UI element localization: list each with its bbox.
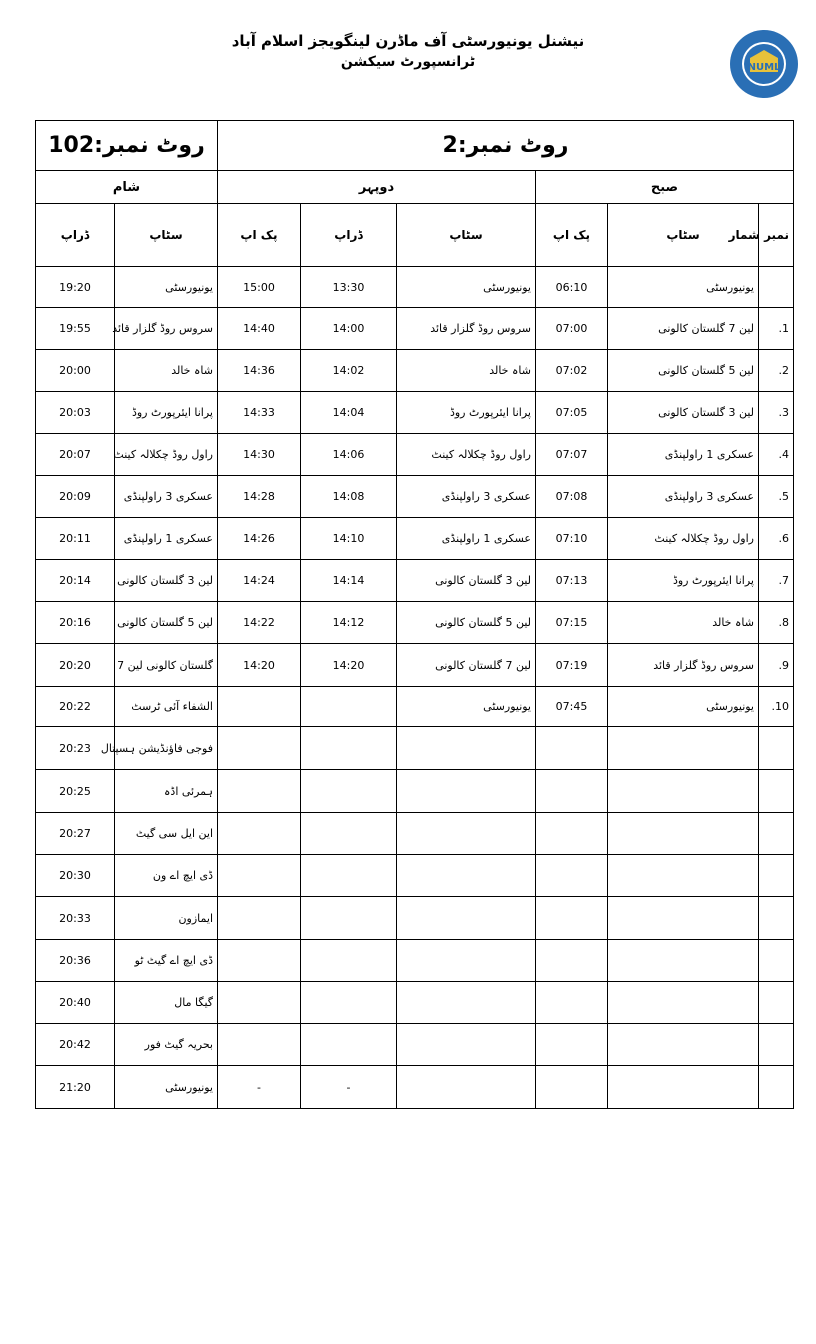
period-header-row — [36, 171, 794, 204]
morning-pickup-cell — [536, 855, 608, 897]
noon-drop-cell — [301, 897, 397, 940]
university-logo — [728, 28, 800, 100]
evening-stop-header: سٹاپ — [115, 204, 218, 267]
noon-drop-cell: 14:08 — [301, 476, 397, 518]
university-title: نیشنل یونیورسٹی آف ماڈرن لینگویجز اسلام آباد — [231, 32, 585, 50]
morning-stop-cell: عسکری 1 راولپنڈی — [608, 434, 759, 476]
evening-stop-cell: یونیورسٹی — [115, 267, 218, 308]
table-row — [36, 434, 794, 476]
evening-drop-cell: 20:14 — [36, 560, 115, 602]
noon-drop-cell: 14:12 — [301, 602, 397, 644]
evening-stop-cell: پرانا ایئرپورٹ روڈ — [115, 392, 218, 434]
evening-drop-cell: 21:20 — [36, 1066, 115, 1109]
morning-pickup-cell — [536, 813, 608, 855]
serial-cell: 1. — [759, 308, 794, 350]
morning-stop-cell — [608, 940, 759, 982]
noon-stop-cell — [397, 855, 536, 897]
evening-stop-cell: الشفاء آئی ٹرسٹ — [115, 687, 218, 727]
morning-stop-cell: لین 5 گلستان کالونی — [608, 350, 759, 392]
evening-stop-cell: عسکری 3 راولپنڈی — [115, 476, 218, 518]
evening-drop-cell: 20:20 — [36, 644, 115, 687]
table-row — [36, 267, 794, 308]
evening-stop-cell: ڈی ایچ اے ون — [115, 855, 218, 897]
noon-pickup-cell — [218, 813, 301, 855]
svg-text:NUML: NUML — [747, 62, 781, 73]
evening-drop-cell: 20:42 — [36, 1024, 115, 1066]
noon-drop-cell: 14:06 — [301, 434, 397, 476]
noon-pickup-cell — [218, 897, 301, 940]
route-timetable — [35, 120, 794, 1109]
noon-drop-cell: - — [301, 1066, 397, 1109]
noon-stop-cell: لین 3 گلستان کالونی — [397, 560, 536, 602]
evening-drop-cell: 20:09 — [36, 476, 115, 518]
morning-pickup-cell: 07:00 — [536, 308, 608, 350]
serial-cell: 2. — [759, 350, 794, 392]
morning-stop-cell: لین 3 گلستان کالونی — [608, 392, 759, 434]
morning-stop-cell: پرانا ایئرپورٹ روڈ — [608, 560, 759, 602]
serial-cell: 4. — [759, 434, 794, 476]
route-2-title: روٹ نمبر:2 — [218, 121, 794, 171]
evening-drop-cell: 20:36 — [36, 940, 115, 982]
noon-pickup-cell: 14:30 — [218, 434, 301, 476]
evening-stop-cell: گلستان کالونی لین 7 — [115, 644, 218, 687]
noon-stop-cell — [397, 982, 536, 1024]
evening-stop-cell: لین 5 گلستان کالونی — [115, 602, 218, 644]
noon-stop-cell — [397, 770, 536, 813]
morning-pickup-cell: 07:02 — [536, 350, 608, 392]
serial-cell: 10. — [759, 687, 794, 727]
serial-cell — [759, 940, 794, 982]
morning-pickup-cell: 07:05 — [536, 392, 608, 434]
serial-cell: 8. — [759, 602, 794, 644]
morning-pickup-cell — [536, 1024, 608, 1066]
morning-pickup-cell: 07:19 — [536, 644, 608, 687]
noon-pickup-cell — [218, 855, 301, 897]
morning-pickup-cell: 07:45 — [536, 687, 608, 727]
noon-stop-cell — [397, 813, 536, 855]
morning-stop-cell: شاہ خالد — [608, 602, 759, 644]
noon-drop-cell: 14:04 — [301, 392, 397, 434]
serial-cell: 7. — [759, 560, 794, 602]
serial-cell — [759, 897, 794, 940]
noon-pickup-cell — [218, 770, 301, 813]
morning-pickup-header: پک اپ — [536, 204, 608, 267]
morning-pickup-cell — [536, 770, 608, 813]
serial-cell — [759, 1066, 794, 1109]
serial-cell — [759, 982, 794, 1024]
evening-drop-cell: 20:16 — [36, 602, 115, 644]
noon-pickup-cell — [218, 982, 301, 1024]
noon-pickup-cell: 14:36 — [218, 350, 301, 392]
evening-drop-header: ڈراپ — [36, 204, 115, 267]
serial-cell — [759, 267, 794, 308]
serial-cell: 6. — [759, 518, 794, 560]
evening-drop-cell: 19:55 — [36, 308, 115, 350]
noon-drop-cell — [301, 1024, 397, 1066]
evening-drop-cell: 20:03 — [36, 392, 115, 434]
noon-stop-cell: لین 5 گلستان کالونی — [397, 602, 536, 644]
noon-drop-cell: 14:20 — [301, 644, 397, 687]
noon-stop-cell — [397, 940, 536, 982]
morning-stop-cell — [608, 982, 759, 1024]
noon-pickup-cell — [218, 1024, 301, 1066]
document-header — [0, 30, 816, 72]
evening-drop-cell: 20:33 — [36, 897, 115, 940]
noon-stop-cell: یونیورسٹی — [397, 687, 536, 727]
evening-stop-cell: گیگا مال — [115, 982, 218, 1024]
table-row — [36, 1024, 794, 1066]
serial-header: نمبر شمار — [759, 204, 794, 267]
evening-drop-cell: 20:27 — [36, 813, 115, 855]
evening-drop-cell: 20:23 — [36, 727, 115, 770]
noon-drop-cell — [301, 982, 397, 1024]
evening-stop-cell: ڈی ایچ اے گیٹ ٹو — [115, 940, 218, 982]
morning-stop-cell — [608, 1024, 759, 1066]
noon-stop-cell — [397, 897, 536, 940]
table-row — [36, 350, 794, 392]
noon-stop-cell: پرانا ایئرپورٹ روڈ — [397, 392, 536, 434]
noon-pickup-cell: 14:40 — [218, 308, 301, 350]
evening-stop-cell: سروس روڈ گلزار قائد — [115, 308, 218, 350]
morning-stop-cell — [608, 897, 759, 940]
evening-header: شام — [36, 171, 218, 204]
table-row — [36, 476, 794, 518]
morning-stop-cell — [608, 855, 759, 897]
noon-stop-cell: عسکری 1 راولپنڈی — [397, 518, 536, 560]
noon-stop-cell: سروس روڈ گلزار قائد — [397, 308, 536, 350]
evening-stop-cell: ایمازون — [115, 897, 218, 940]
noon-stop-cell: لین 7 گلستان کالونی — [397, 644, 536, 687]
table-row — [36, 770, 794, 813]
noon-drop-cell: 14:02 — [301, 350, 397, 392]
morning-stop-cell: عسکری 3 راولپنڈی — [608, 476, 759, 518]
noon-pickup-cell: 14:28 — [218, 476, 301, 518]
table-row — [36, 940, 794, 982]
morning-stop-cell: راول روڈ چکلالہ کینٹ — [608, 518, 759, 560]
evening-drop-cell: 20:11 — [36, 518, 115, 560]
table-row — [36, 392, 794, 434]
morning-pickup-cell: 07:15 — [536, 602, 608, 644]
evening-stop-cell: بحریہ گیٹ فور — [115, 1024, 218, 1066]
evening-drop-cell: 20:25 — [36, 770, 115, 813]
noon-pickup-cell: 14:26 — [218, 518, 301, 560]
morning-stop-cell — [608, 727, 759, 770]
morning-pickup-cell — [536, 1066, 608, 1109]
serial-cell — [759, 770, 794, 813]
evening-stop-cell: این ایل سی گیٹ — [115, 813, 218, 855]
noon-drop-cell: 13:30 — [301, 267, 397, 308]
morning-pickup-cell — [536, 727, 608, 770]
morning-pickup-cell — [536, 897, 608, 940]
noon-pickup-cell: 14:24 — [218, 560, 301, 602]
morning-stop-cell: سروس روڈ گلزار قائد — [608, 644, 759, 687]
morning-stop-cell: لین 7 گلستان کالونی — [608, 308, 759, 350]
route-102-title: روٹ نمبر:102 — [36, 121, 218, 171]
route-header-row — [36, 121, 794, 171]
morning-stop-cell — [608, 770, 759, 813]
evening-stop-cell: عسکری 1 راولپنڈی — [115, 518, 218, 560]
noon-drop-cell: 14:00 — [301, 308, 397, 350]
morning-stop-cell: یونیورسٹی — [608, 687, 759, 727]
table-row — [36, 518, 794, 560]
table-row — [36, 727, 794, 770]
noon-stop-cell: یونیورسٹی — [397, 267, 536, 308]
noon-drop-cell — [301, 940, 397, 982]
morning-stop-cell — [608, 1066, 759, 1109]
noon-drop-cell: 14:14 — [301, 560, 397, 602]
evening-drop-cell: 20:40 — [36, 982, 115, 1024]
table-row — [36, 982, 794, 1024]
table-row — [36, 855, 794, 897]
table-row — [36, 602, 794, 644]
noon-drop-cell — [301, 855, 397, 897]
evening-drop-cell: 20:07 — [36, 434, 115, 476]
morning-stop-cell — [608, 813, 759, 855]
noon-stop-cell: عسکری 3 راولپنڈی — [397, 476, 536, 518]
noon-pickup-cell — [218, 727, 301, 770]
evening-stop-cell: فوجی فاؤنڈیشن ہسپتال — [115, 727, 218, 770]
noon-pickup-cell — [218, 940, 301, 982]
table-row — [36, 560, 794, 602]
morning-pickup-cell — [536, 940, 608, 982]
morning-header: صبح — [536, 171, 794, 204]
evening-stop-cell: ہمرئی اڈہ — [115, 770, 218, 813]
evening-stop-cell: یونیورسٹی — [115, 1066, 218, 1109]
noon-stop-cell: راول روڈ چکلالہ کینٹ — [397, 434, 536, 476]
noon-pickup-header: پک اپ — [218, 204, 301, 267]
morning-pickup-cell: 07:13 — [536, 560, 608, 602]
noon-drop-header: ڈراپ — [301, 204, 397, 267]
noon-pickup-cell: 14:20 — [218, 644, 301, 687]
table-row — [36, 1066, 794, 1109]
morning-pickup-cell: 07:08 — [536, 476, 608, 518]
evening-drop-cell: 20:00 — [36, 350, 115, 392]
serial-cell: 9. — [759, 644, 794, 687]
morning-stop-cell: یونیورسٹی — [608, 267, 759, 308]
noon-drop-cell — [301, 727, 397, 770]
evening-drop-cell: 20:30 — [36, 855, 115, 897]
noon-drop-cell: 14:10 — [301, 518, 397, 560]
table-row — [36, 687, 794, 727]
noon-pickup-cell — [218, 687, 301, 727]
noon-stop-cell — [397, 727, 536, 770]
evening-drop-cell: 19:20 — [36, 267, 115, 308]
morning-pickup-cell: 07:07 — [536, 434, 608, 476]
section-title: ٹرانسپورٹ سیکشن — [340, 54, 476, 70]
noon-pickup-cell: 15:00 — [218, 267, 301, 308]
evening-drop-cell: 20:22 — [36, 687, 115, 727]
serial-cell — [759, 813, 794, 855]
noon-stop-cell — [397, 1066, 536, 1109]
noon-stop-cell: شاہ خالد — [397, 350, 536, 392]
noon-pickup-cell: 14:33 — [218, 392, 301, 434]
evening-stop-cell: لین 3 گلستان کالونی — [115, 560, 218, 602]
evening-stop-cell: راول روڈ چکلالہ کینٹ — [115, 434, 218, 476]
serial-cell — [759, 727, 794, 770]
noon-pickup-cell: 14:22 — [218, 602, 301, 644]
evening-stop-cell: شاہ خالد — [115, 350, 218, 392]
noon-header: دوپہر — [218, 171, 536, 204]
serial-cell: 3. — [759, 392, 794, 434]
serial-cell — [759, 1024, 794, 1066]
noon-pickup-cell: - — [218, 1066, 301, 1109]
serial-cell — [759, 855, 794, 897]
table-row — [36, 813, 794, 855]
serial-cell: 5. — [759, 476, 794, 518]
table-row — [36, 644, 794, 687]
morning-pickup-cell — [536, 982, 608, 1024]
morning-stop-header: سٹاپ — [608, 204, 759, 267]
table-row — [36, 897, 794, 940]
noon-stop-cell — [397, 1024, 536, 1066]
noon-stop-header: سٹاپ — [397, 204, 536, 267]
column-header-row — [36, 204, 794, 267]
noon-drop-cell — [301, 813, 397, 855]
morning-pickup-cell: 07:10 — [536, 518, 608, 560]
table-row — [36, 308, 794, 350]
noon-drop-cell — [301, 770, 397, 813]
morning-pickup-cell: 06:10 — [536, 267, 608, 308]
noon-drop-cell — [301, 687, 397, 727]
